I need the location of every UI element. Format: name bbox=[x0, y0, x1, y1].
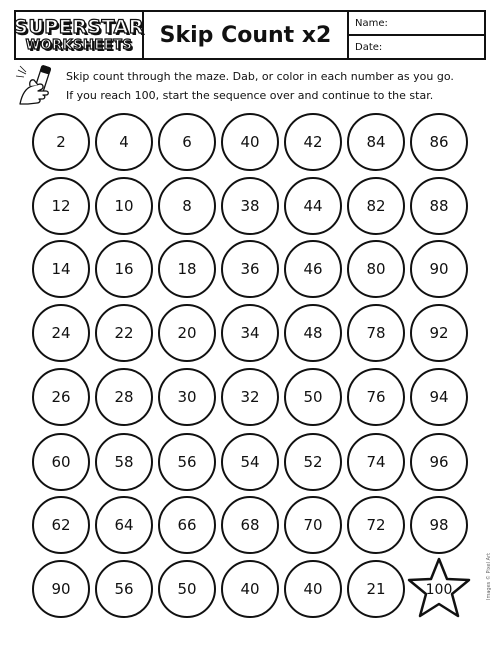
number-circle[interactable]: 42 bbox=[284, 113, 342, 171]
number-circle[interactable]: 8 bbox=[158, 177, 216, 235]
number-circle[interactable]: 64 bbox=[95, 496, 153, 554]
number-circle[interactable]: 92 bbox=[410, 304, 468, 362]
number-circle[interactable]: 50 bbox=[284, 368, 342, 426]
worksheet-title: Skip Count x2 bbox=[159, 22, 332, 48]
star-finish[interactable] bbox=[407, 556, 471, 620]
number-circle[interactable]: 80 bbox=[347, 240, 405, 298]
number-circle[interactable]: 26 bbox=[32, 368, 90, 426]
number-circle[interactable]: 72 bbox=[347, 496, 405, 554]
number-circle[interactable]: 78 bbox=[347, 304, 405, 362]
number-circle[interactable]: 50 bbox=[158, 560, 216, 618]
number-circle[interactable]: 16 bbox=[95, 240, 153, 298]
number-circle[interactable]: 24 bbox=[32, 304, 90, 362]
number-circle[interactable]: 30 bbox=[158, 368, 216, 426]
number-circle[interactable]: 62 bbox=[32, 496, 90, 554]
number-circle[interactable]: 36 bbox=[221, 240, 279, 298]
number-circle[interactable]: 54 bbox=[221, 433, 279, 491]
number-circle[interactable]: 82 bbox=[347, 177, 405, 235]
number-circle[interactable]: 56 bbox=[158, 433, 216, 491]
number-circle[interactable]: 86 bbox=[410, 113, 468, 171]
number-circle[interactable]: 40 bbox=[221, 560, 279, 618]
number-circle[interactable]: 52 bbox=[284, 433, 342, 491]
number-circle[interactable]: 40 bbox=[221, 113, 279, 171]
number-circle[interactable]: 12 bbox=[32, 177, 90, 235]
number-circle[interactable]: 32 bbox=[221, 368, 279, 426]
number-circle[interactable]: 66 bbox=[158, 496, 216, 554]
number-circle[interactable]: 70 bbox=[284, 496, 342, 554]
number-circle[interactable]: 34 bbox=[221, 304, 279, 362]
logo-line-2: WORKSHEETS bbox=[25, 38, 133, 53]
number-circle[interactable]: 2 bbox=[32, 113, 90, 171]
number-circle[interactable]: 60 bbox=[32, 433, 90, 491]
number-circle[interactable]: 98 bbox=[410, 496, 468, 554]
number-circle[interactable]: 38 bbox=[221, 177, 279, 235]
number-circle[interactable]: 46 bbox=[284, 240, 342, 298]
number-circle[interactable]: 68 bbox=[221, 496, 279, 554]
logo-line-1: SUPERSTAR bbox=[14, 16, 144, 38]
number-circle[interactable]: 20 bbox=[158, 304, 216, 362]
date-label: Date: bbox=[355, 41, 383, 53]
number-circle[interactable]: 90 bbox=[32, 560, 90, 618]
image-credit: Images © Pixel Art bbox=[486, 552, 492, 600]
number-circle[interactable]: 4 bbox=[95, 113, 153, 171]
number-circle[interactable]: 96 bbox=[410, 433, 468, 491]
number-circle[interactable]: 74 bbox=[347, 433, 405, 491]
number-circle[interactable]: 90 bbox=[410, 240, 468, 298]
number-circle[interactable]: 14 bbox=[32, 240, 90, 298]
name-label: Name: bbox=[355, 17, 388, 29]
number-circle[interactable]: 76 bbox=[347, 368, 405, 426]
number-circle[interactable]: 28 bbox=[95, 368, 153, 426]
number-circle[interactable]: 44 bbox=[284, 177, 342, 235]
number-circle[interactable]: 88 bbox=[410, 177, 468, 235]
number-circle[interactable]: 48 bbox=[284, 304, 342, 362]
number-circle[interactable]: 56 bbox=[95, 560, 153, 618]
number-circle[interactable]: 10 bbox=[95, 177, 153, 235]
number-circle[interactable]: 40 bbox=[284, 560, 342, 618]
number-circle[interactable]: 6 bbox=[158, 113, 216, 171]
number-circle[interactable]: 84 bbox=[347, 113, 405, 171]
number-circle[interactable]: 58 bbox=[95, 433, 153, 491]
number-circle[interactable]: 21 bbox=[347, 560, 405, 618]
number-circle[interactable]: 18 bbox=[158, 240, 216, 298]
number-circle[interactable]: 22 bbox=[95, 304, 153, 362]
star-number: 100 bbox=[425, 582, 453, 598]
instruction-line-2: If you reach 100, start the sequence over and continue to the star. bbox=[66, 89, 434, 102]
number-circle[interactable]: 94 bbox=[410, 368, 468, 426]
instruction-line-1: Skip count through the maze. Dab, or color in each number as you go. bbox=[66, 70, 454, 83]
